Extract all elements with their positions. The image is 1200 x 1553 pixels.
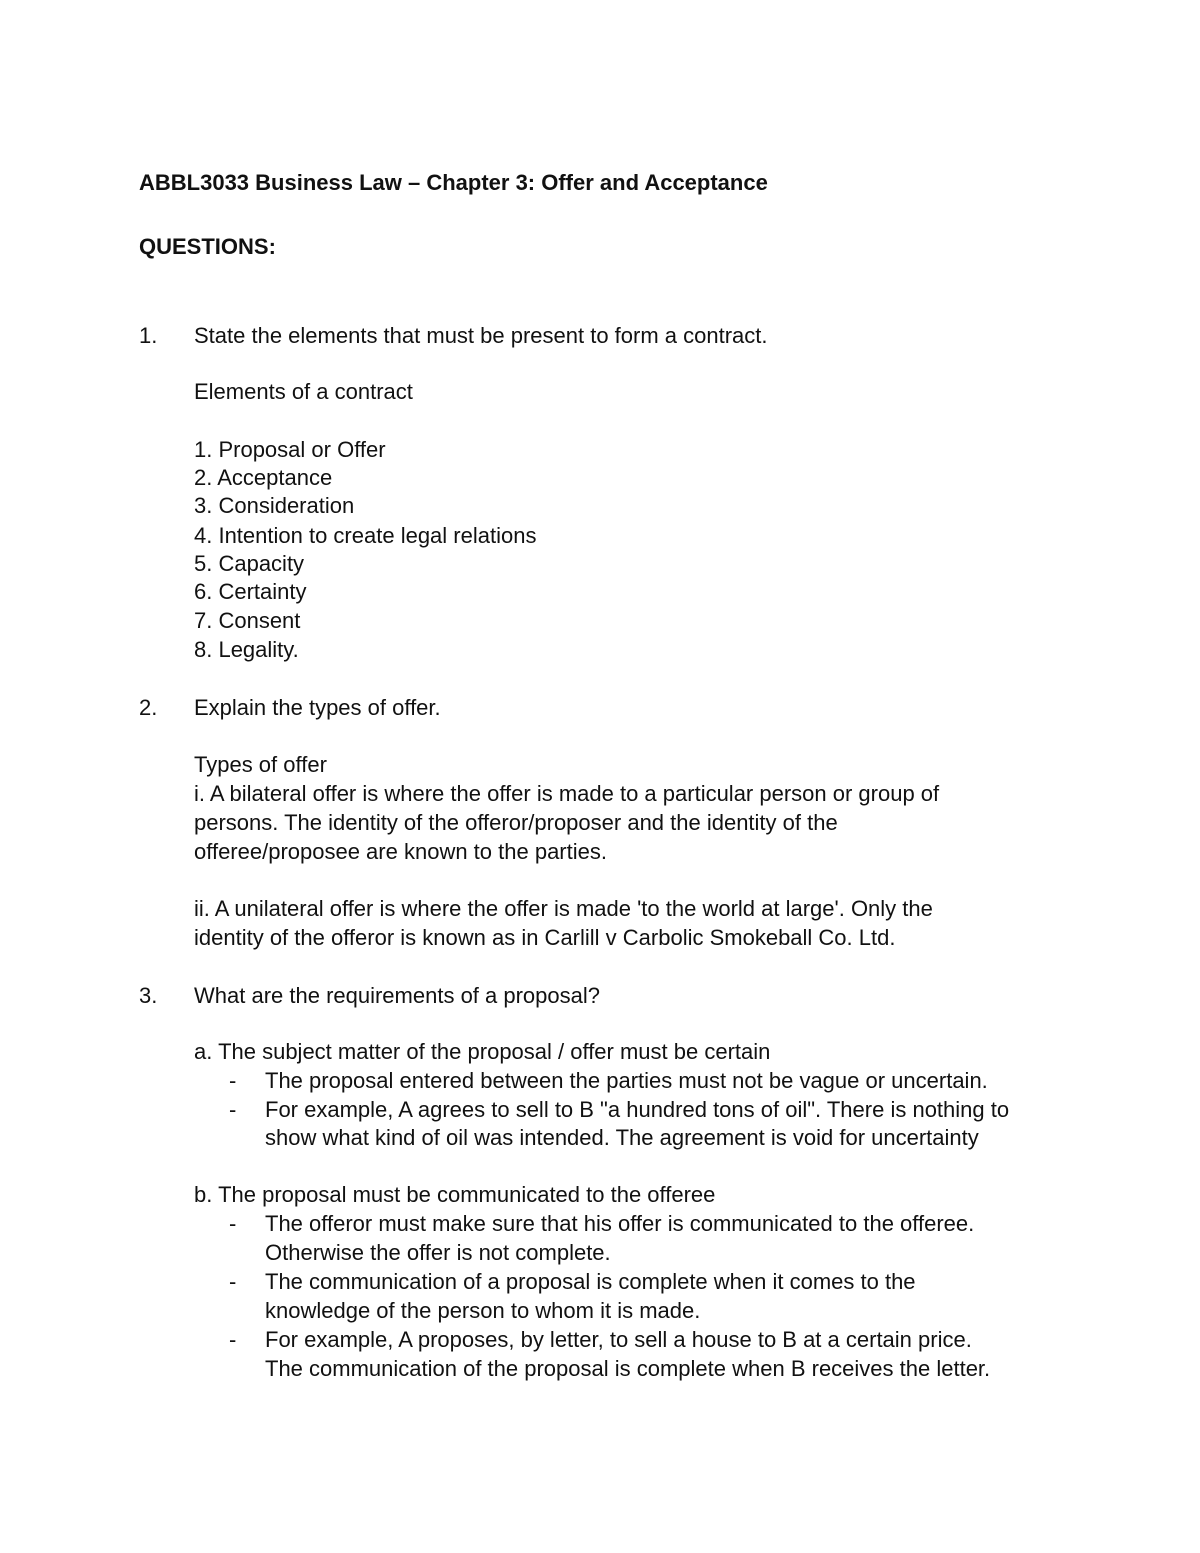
bullet-text: For example, A agrees to sell to B "a hundred tons of oil". There is nothing to — [265, 1097, 1010, 1122]
element-item: 3. Consideration — [194, 493, 355, 518]
bilateral-offer-line: i. A bilateral offer is where the offer is made to a particular person or group of — [194, 781, 940, 806]
bilateral-offer-line: offeree/proposee are known to the parties. — [194, 839, 607, 864]
bullet-text: The proposal entered between the parties must not be vague or uncertain. — [265, 1068, 988, 1093]
bullet-text: For example, A proposes, by letter, to sell a house to B at a certain price. — [265, 1327, 972, 1352]
question-2-number: 2. — [139, 695, 158, 720]
element-item: 4. Intention to create legal relations — [194, 523, 537, 548]
element-item: 1. Proposal or Offer — [194, 437, 386, 462]
question-1-number: 1. — [139, 323, 158, 348]
types-heading: Types of offer — [194, 752, 327, 777]
bullet-marker: - — [229, 1097, 237, 1122]
bullet-text: The communication of the proposal is complete when B receives the letter. — [265, 1356, 991, 1381]
element-item: 5. Capacity — [194, 551, 305, 576]
element-item: 2. Acceptance — [194, 465, 333, 490]
bullet-marker: - — [229, 1269, 237, 1294]
question-2-text: Explain the types of offer. — [194, 695, 441, 720]
bullet-text: show what kind of oil was intended. The agreement is void for uncertainty — [265, 1125, 979, 1150]
bullet-marker: - — [229, 1327, 237, 1352]
bullet-text: The offeror must make sure that his offer is communicated to the offeree. — [265, 1211, 975, 1236]
element-item: 8. Legality. — [194, 637, 299, 662]
bullet-marker: - — [229, 1068, 237, 1093]
bullet-marker: - — [229, 1211, 237, 1236]
unilateral-offer-line: ii. A unilateral offer is where the offer is made 'to the world at large'. Only the — [194, 896, 933, 921]
document-title: ABBL3033 Business Law – Chapter 3: Offer and Acceptance — [139, 170, 768, 195]
elements-heading: Elements of a contract — [194, 379, 413, 404]
requirement-a-heading: a. The subject matter of the proposal / offer must be certain — [194, 1039, 771, 1064]
requirement-b-heading: b. The proposal must be communicated to the offeree — [194, 1182, 716, 1207]
bullet-text: The communication of a proposal is complete when it comes to the — [265, 1269, 916, 1294]
bullet-text: Otherwise the offer is not complete. — [265, 1240, 611, 1265]
bullet-text: knowledge of the person to whom it is made. — [265, 1298, 701, 1323]
question-1-text: State the elements that must be present to form a contract. — [194, 323, 768, 348]
bilateral-offer-line: persons. The identity of the offeror/proposer and the identity of the — [194, 810, 838, 835]
question-3-number: 3. — [139, 983, 158, 1008]
question-3-text: What are the requirements of a proposal? — [194, 983, 601, 1008]
element-item: 7. Consent — [194, 608, 301, 633]
unilateral-offer-line: identity of the offeror is known as in Carlill v Carbolic Smokeball Co. Ltd. — [194, 925, 896, 950]
questions-heading: QUESTIONS: — [139, 234, 276, 259]
element-item: 6. Certainty — [194, 579, 307, 604]
